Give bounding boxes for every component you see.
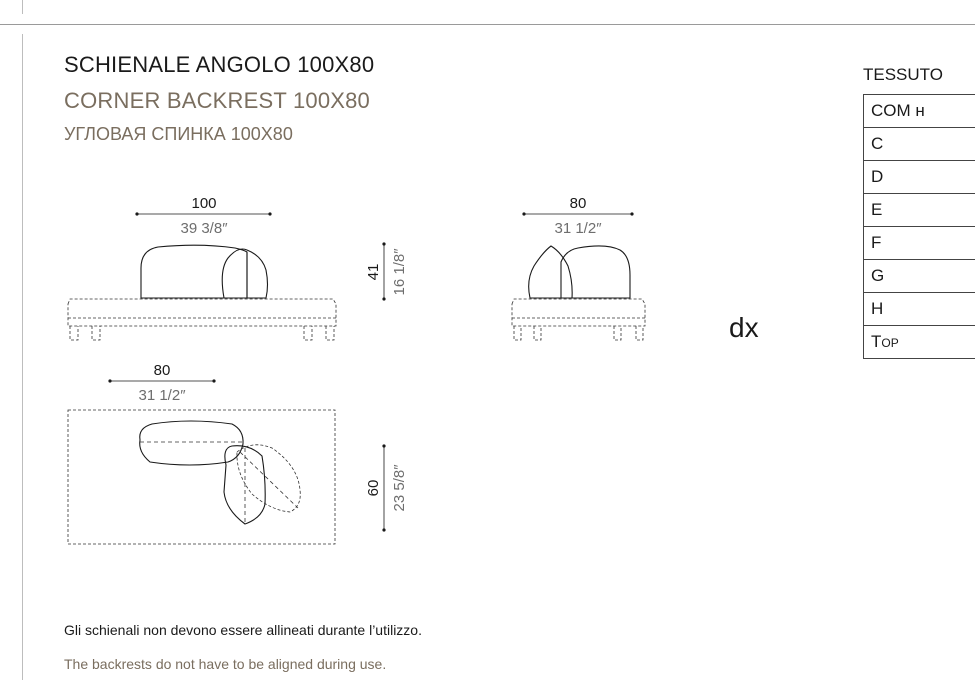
height-dimension bbox=[365, 242, 408, 300]
side-base-outline bbox=[512, 299, 645, 326]
table-row bbox=[864, 95, 975, 128]
front-width-in: 39 3/8″ bbox=[180, 220, 228, 237]
table-row bbox=[864, 161, 975, 194]
depth-dimension bbox=[365, 444, 408, 531]
front-view bbox=[68, 195, 336, 340]
height-in: 16 1/8″ bbox=[391, 248, 408, 296]
front-cushion-back bbox=[141, 245, 247, 298]
side-view bbox=[512, 195, 645, 340]
depth-cm: 60 bbox=[365, 479, 382, 497]
side-cushion-right bbox=[561, 246, 630, 298]
side-width-cm: 80 bbox=[569, 195, 587, 212]
plan-cushion-rotated bbox=[237, 445, 300, 512]
fabric-table bbox=[863, 94, 975, 359]
title-italian: SCHIENALE ANGOLO 100X80 bbox=[64, 52, 375, 77]
fabric-grade-top: Top bbox=[864, 326, 975, 359]
plan-base-outline bbox=[68, 410, 335, 544]
title-english: CORNER BACKREST 100X80 bbox=[64, 88, 370, 113]
table-row bbox=[864, 227, 975, 260]
orientation-label: dx bbox=[729, 312, 759, 343]
table-row bbox=[864, 260, 975, 293]
table-row bbox=[864, 326, 975, 359]
plan-view bbox=[68, 362, 335, 544]
plan-width-cm: 80 bbox=[153, 362, 171, 379]
table-row bbox=[864, 293, 975, 326]
front-width-cm: 100 bbox=[191, 195, 217, 212]
side-width-in: 31 1/2″ bbox=[554, 220, 602, 237]
title-russian: УГЛОВАЯ СПИНКА 100X80 bbox=[64, 124, 293, 144]
height-cm: 41 bbox=[365, 263, 382, 281]
fabric-grade-g: G bbox=[864, 260, 975, 293]
fabric-grade-e: E bbox=[864, 194, 975, 227]
plan-width-in: 31 1/2″ bbox=[138, 387, 186, 404]
fabric-grade-d: D bbox=[864, 161, 975, 194]
fabric-grade-f: F bbox=[864, 227, 975, 260]
table-row bbox=[864, 128, 975, 161]
front-cushion-side bbox=[222, 249, 267, 298]
depth-in: 23 5/8″ bbox=[391, 464, 408, 512]
plan-cushion-back bbox=[140, 421, 243, 465]
fabric-grade-c: C bbox=[864, 128, 975, 161]
fabric-grade-com: COM н bbox=[864, 95, 975, 128]
fabric-table-header: TESSUTO bbox=[863, 65, 943, 84]
front-base-outline bbox=[68, 299, 336, 326]
fabric-grade-h: H bbox=[864, 293, 975, 326]
table-row bbox=[864, 194, 975, 227]
note-italian: Gli schienali non devono essere allineati durante l’utilizzo. bbox=[64, 622, 422, 638]
note-english: The backrests do not have to be aligned during use. bbox=[64, 656, 387, 672]
